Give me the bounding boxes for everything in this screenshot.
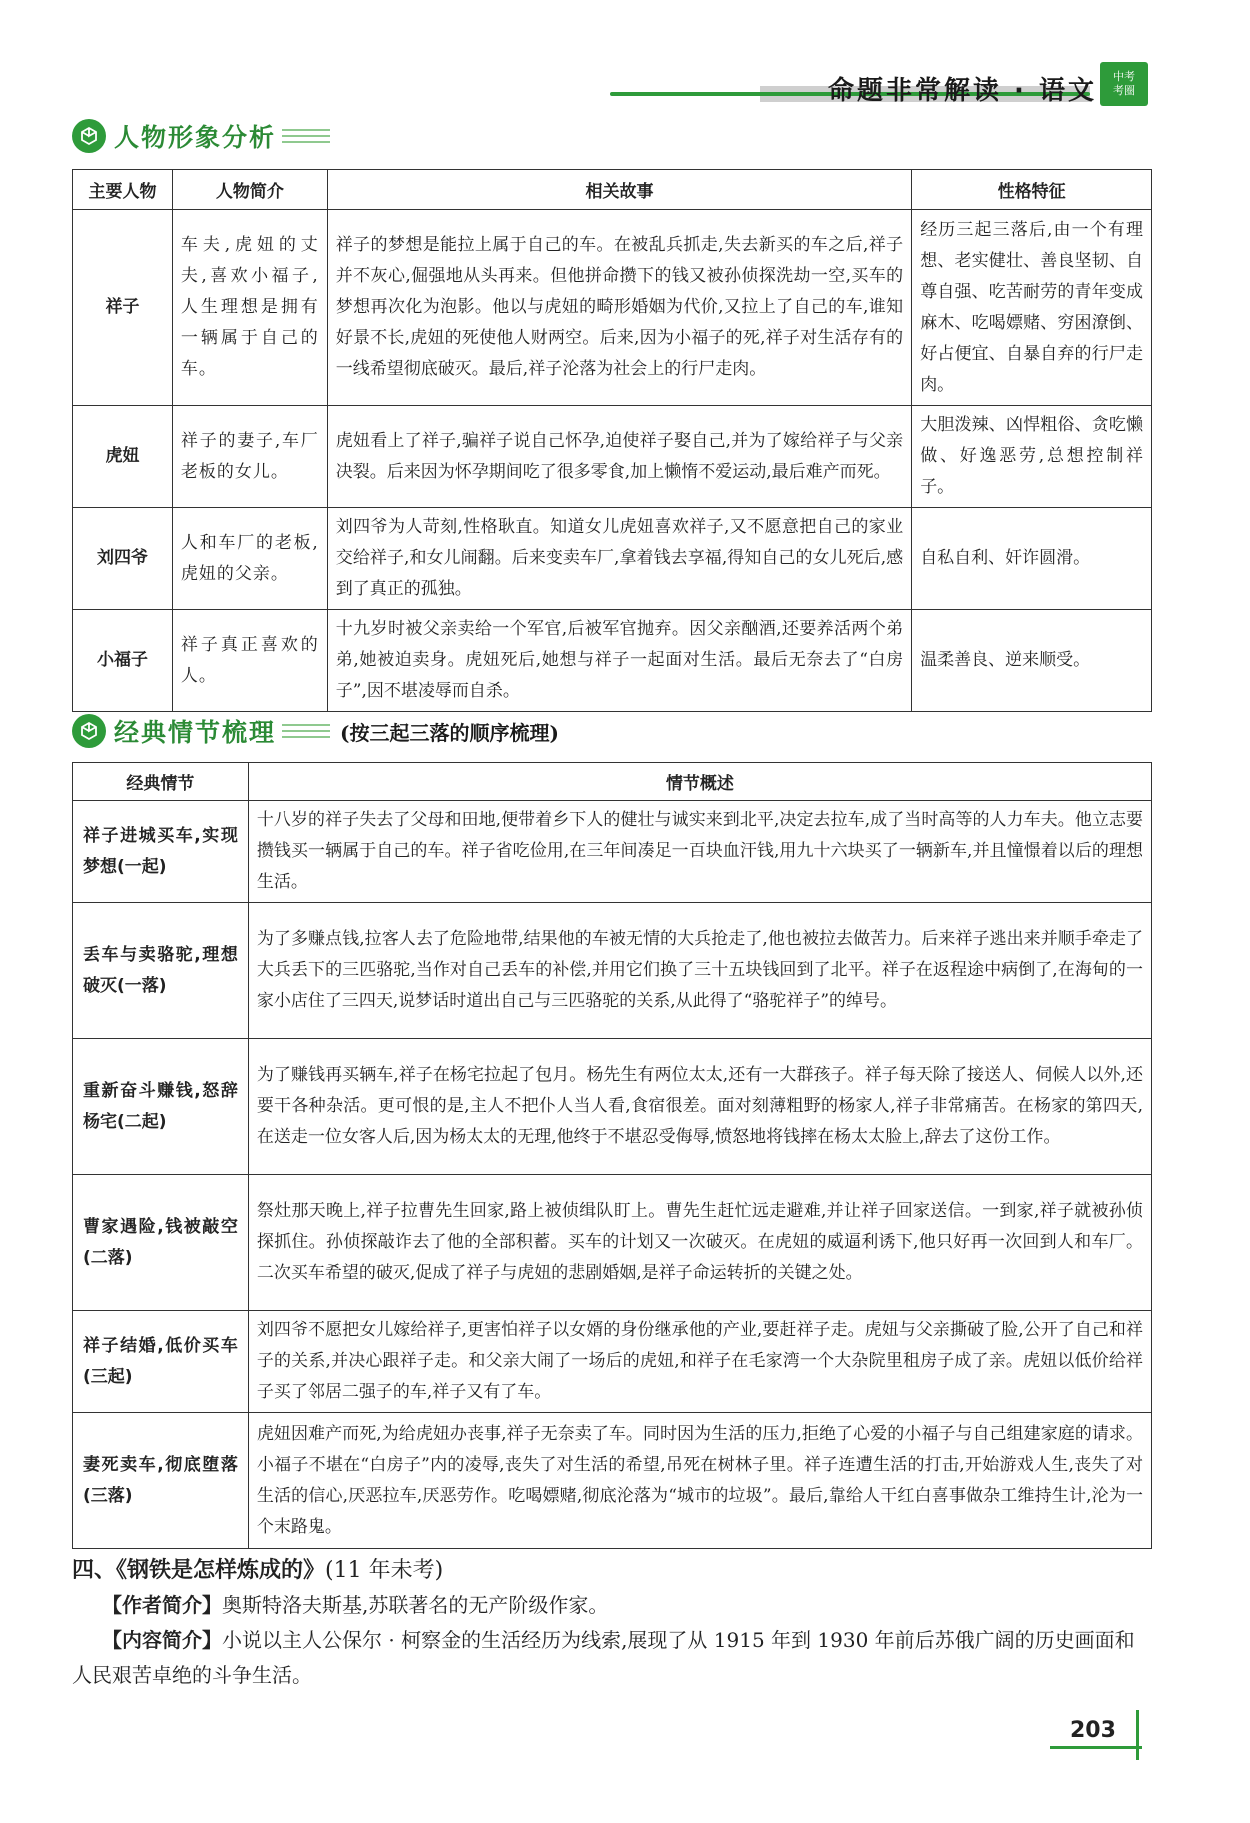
- character-trait: 大胆泼辣、凶悍粗俗、贪吃懒做、好逸恶劳,总想控制祥子。: [912, 406, 1152, 508]
- table-row: [73, 903, 1152, 1039]
- column-header: 经典情节: [73, 763, 249, 801]
- section-title: 人物形象分析: [114, 123, 277, 152]
- table-row: [73, 1039, 1152, 1175]
- table-row: [73, 508, 1152, 610]
- table-row: [73, 801, 1152, 903]
- heading-prefix: 四、: [72, 1557, 117, 1583]
- section-heading-plots: [72, 711, 559, 751]
- plot-summary: 虎妞因难产而死,为给虎妞办丧事,祥子无奈卖了车。同时因为生活的压力,拒绝了心爱的小福子与自己组建家庭的请求。小福子不堪在“白房子”内的凌辱,丧失了对生活的希望,吊死在树林子里。祥子连遭生活的打击,开始游戏人生,丧失了对生活的信心,厌恶拉车,厌恶劳作。吃喝嫖赌,彻底沦落为“城市的垃圾”。最后,靠给人干红白喜事做杂工维持生计,沦为一个末路鬼。: [248, 1413, 1151, 1549]
- plot-title: 丢车与卖骆驼,理想破灭(一落): [73, 903, 249, 1039]
- character-story: 刘四爷为人苛刻,性格耿直。知道女儿虎妞喜欢祥子,又不愿意把自己的家业交给祥子,和女儿闹翻。后来变卖车厂,拿着钱去享福,得知自己的女儿死后,感到了真正的孤独。: [327, 508, 911, 610]
- column-header: 主要人物: [73, 170, 173, 210]
- logo-line1: 中考: [1113, 70, 1135, 83]
- character-name: 虎妞: [73, 406, 173, 508]
- page-number: 203: [1070, 1718, 1116, 1743]
- table-row: [73, 210, 1152, 406]
- plot-title: 妻死卖车,彻底堕落(三落): [73, 1413, 249, 1549]
- plot-summary: 祭灶那天晚上,祥子拉曹先生回家,路上被侦缉队盯上。曹先生赶忙远走避难,并让祥子回家送信。一到家,祥子就被孙侦探抓住。孙侦探敲诈去了他的全部积蓄。买车的计划又一次破灭。在虎妞的威逼利诱下,他只好再一次回到人和车厂。二次买车希望的破灭,促成了祥子与虎妞的悲剧婚姻,是祥子命运转折的关键之处。: [248, 1175, 1151, 1311]
- content-text: 小说以主人公保尔 · 柯察金的生活经历为线索,展现了从 1915 年到 1930 年前后苏俄广阔的历史画面和人民艰苦卓绝的斗争生活。: [72, 1628, 1135, 1687]
- table-row: [73, 610, 1152, 712]
- author-intro: [72, 1588, 1152, 1623]
- section-note: (按三起三落的顺序梳理): [340, 720, 559, 745]
- character-table: [72, 169, 1152, 712]
- character-story: 祥子的梦想是能拉上属于自己的车。在被乱兵抓走,失去新买的车之后,祥子并不灰心,倔强地从头再来。但他拼命攒下的钱又被孙侦探洗劫一空,买车的梦想再次化为泡影。他以与虎妞的畸形婚姻为代价,又拉上了自己的车,谁知好景不长,虎妞的死使他人财两空。后来,因为小福子的死,祥子对生活存有的一线希望彻底破灭。最后,祥子沦落为社会上的行尸走肉。: [327, 210, 911, 406]
- plot-title: 祥子结婚,低价买车(三起): [73, 1311, 249, 1413]
- section-title: 经典情节梳理: [114, 718, 277, 747]
- column-header: 情节概述: [248, 763, 1151, 801]
- character-intro: 车夫,虎妞的丈夫,喜欢小福子,人生理想是拥有一辆属于自己的车。: [172, 210, 327, 406]
- character-trait: 经历三起三落后,由一个有理想、老实健壮、善良坚韧、自尊自强、吃苦耐劳的青年变成麻木、吃喝嫖赌、穷困潦倒、好占便宜、自暴自弃的行尸走肉。: [912, 210, 1152, 406]
- plot-summary: 为了多赚点钱,拉客人去了危险地带,结果他的车被无情的大兵抢走了,他也被拉去做苦力。后来祥子逃出来并顺手牵走了大兵丢下的三匹骆驼,当作对自己丢车的补偿,并用它们换了三十五块钱回到了北平。祥子在返程途中病倒了,在海甸的一家小店住了三四天,说梦话时道出自己与三匹骆驼的关系,从此得了“骆驼祥子”的绰号。: [248, 903, 1151, 1039]
- cube-icon: [72, 714, 106, 748]
- plot-summary: 刘四爷不愿把女儿嫁给祥子,更害怕祥子以女婿的身份继承他的产业,要赶祥子走。虎妞与父亲撕破了脸,公开了自己和祥子的关系,并决心跟祥子走。和父亲大闹了一场后的虎妞,和祥子在毛家湾一个大杂院里租房子成了亲。虎妞以低价给祥子买了邻居二强子的车,祥子又有了车。: [248, 1311, 1151, 1413]
- cube-icon: [72, 119, 106, 153]
- plot-table: [72, 762, 1152, 1549]
- header-logo: [1100, 62, 1148, 106]
- page-number-rule: [1050, 1746, 1142, 1749]
- column-header: 相关故事: [327, 170, 911, 210]
- book-title: 《钢铁是怎样炼成的》: [116, 1557, 326, 1583]
- plot-title: 重新奋斗赚钱,怒辞杨宅(二起): [73, 1039, 249, 1175]
- character-name: 祥子: [73, 210, 173, 406]
- plot-summary: 为了赚钱再买辆车,祥子在杨宅拉起了包月。杨先生有两位太太,还有一大群孩子。祥子每天除了接送人、伺候人以外,还要干各种杂活。更可恨的是,主人不把仆人当人看,食宿很差。面对刻薄粗野的杨家人,祥子非常痛苦。在杨家的第四天,在送走一位女客人后,因为杨太太的无理,他终于不堪忍受侮辱,愤怒地将钱摔在杨太太脸上,辞去了这份工作。: [248, 1039, 1151, 1175]
- column-header: 性格特征: [912, 170, 1152, 210]
- plot-title: 祥子进城买车,实现梦想(一起): [73, 801, 249, 903]
- table-row: [73, 1413, 1152, 1549]
- content-label: 【内容简介】: [102, 1628, 222, 1652]
- content-intro: [72, 1623, 1152, 1693]
- plot-title: 曹家遇险,钱被敲空(二落): [73, 1175, 249, 1311]
- character-name: 刘四爷: [73, 508, 173, 610]
- book-heading: [72, 1553, 1152, 1588]
- character-intro: 人和车厂的老板,虎妞的父亲。: [172, 508, 327, 610]
- plot-summary: 十八岁的祥子失去了父母和田地,便带着乡下人的健壮与诚实来到北平,决定去拉车,成了当时高等的人力车夫。他立志要攒钱买一辆属于自己的车。祥子省吃俭用,在三年间凑足一百块血汗钱,用九十六块买了一辆新车,并且憧憬着以后的理想生活。: [248, 801, 1151, 903]
- character-trait: 自私自利、奸诈圆滑。: [912, 508, 1152, 610]
- page-number-tick: [1136, 1710, 1139, 1760]
- header-title: 命题非常解读 · 语文: [828, 76, 1097, 106]
- column-header: 人物简介: [172, 170, 327, 210]
- author-text: 奥斯特洛夫斯基,苏联著名的无产阶级作家。: [222, 1593, 609, 1617]
- author-label: 【作者简介】: [102, 1593, 222, 1617]
- table-row: [73, 1175, 1152, 1311]
- page-header: [610, 62, 1150, 110]
- character-trait: 温柔善良、逆来顺受。: [912, 610, 1152, 712]
- decorative-lines: [282, 720, 330, 742]
- character-story: 虎妞看上了祥子,骗祥子说自己怀孕,迫使祥子娶自己,并为了嫁给祥子与父亲决裂。后来因为怀孕期间吃了很多零食,加上懒惰不爱运动,最后难产而死。: [327, 406, 911, 508]
- logo-line2: 考圈: [1113, 84, 1135, 97]
- table-header-row: [73, 763, 1152, 801]
- decorative-lines: [282, 125, 330, 147]
- table-row: [73, 1311, 1152, 1413]
- table-header-row: [73, 170, 1152, 210]
- table-row: [73, 406, 1152, 508]
- exam-note: (11 年未考): [325, 1558, 444, 1583]
- character-intro: 祥子的妻子,车厂老板的女儿。: [172, 406, 327, 508]
- character-name: 小福子: [73, 610, 173, 712]
- character-story: 十九岁时被父亲卖给一个军官,后被军官抛弃。因父亲酗酒,还要养活两个弟弟,她被迫卖身。虎妞死后,她想与祥子一起面对生活。最后无奈去了“白房子”,因不堪凌辱而自杀。: [327, 610, 911, 712]
- section-heading-characters: [72, 116, 330, 156]
- book-section: [72, 1553, 1152, 1693]
- character-intro: 祥子真正喜欢的人。: [172, 610, 327, 712]
